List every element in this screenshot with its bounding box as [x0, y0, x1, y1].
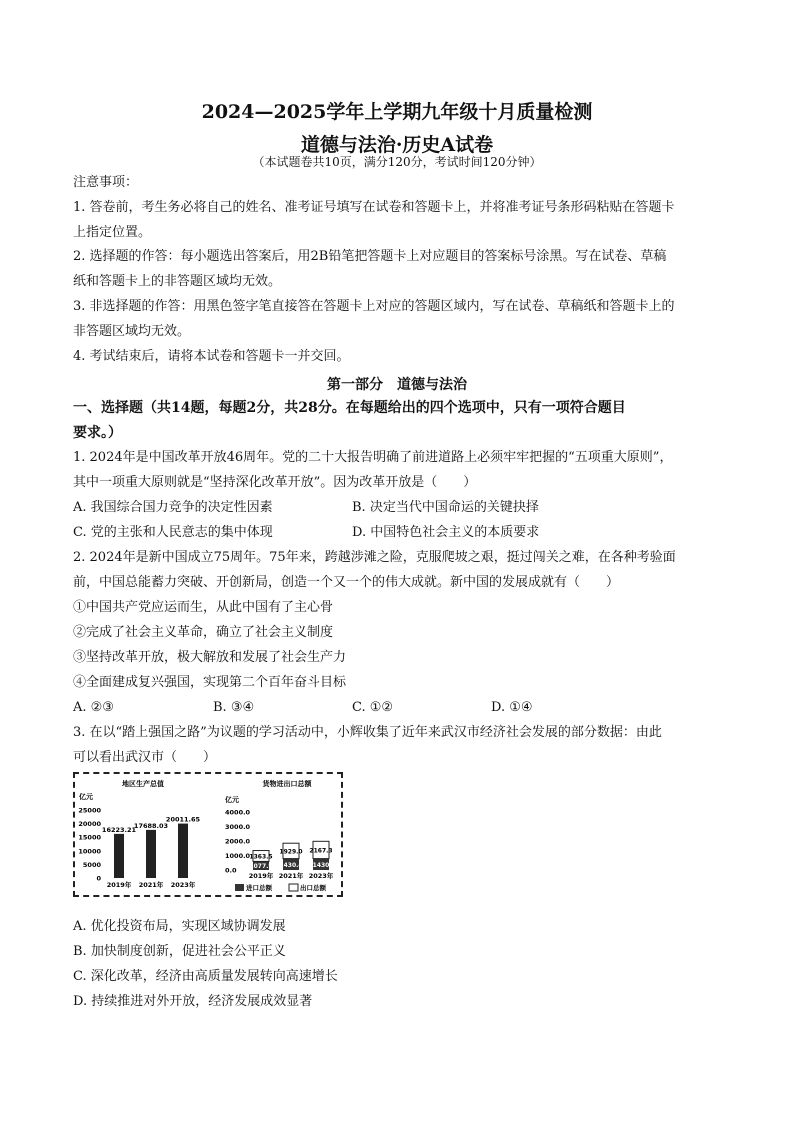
bar-value-label: 2167.3	[309, 847, 333, 855]
bar-value-label: 20011.65	[165, 815, 201, 824]
y-tick-label: 0	[96, 874, 101, 883]
x-tick-label: 2019年	[248, 872, 274, 880]
y-tick-label: 0.0	[225, 866, 237, 875]
gdp-chart	[78, 779, 200, 889]
instruction-line: 1. 答卷前，考生务必将自己的姓名、准考证号填写在试卷和答题卡上，并将准考证号条形码粘贴在答题卡	[73, 200, 675, 215]
x-tick-label: 2019年	[106, 881, 132, 889]
q1-option-c: C. 党的主张和人民意志的集中体现	[73, 525, 273, 540]
q2-item: ③坚持改革开放，极大解放和发展了社会生产力	[73, 650, 347, 665]
q3-stem-cont: 可以看出武汉市（ ）	[73, 750, 217, 765]
q2-option-b: B. ③④	[213, 700, 255, 715]
y-tick-label: 20000	[78, 820, 101, 829]
part-heading-cont: 要求。）	[73, 425, 122, 441]
bar-value-label: 1363.5	[249, 853, 273, 861]
y-ticks	[225, 809, 251, 875]
x-tick-label: 2023年	[308, 872, 334, 880]
bar-value-label: 1929.0	[279, 848, 303, 856]
bars	[102, 816, 201, 878]
instruction-line: 纸和答题卡上的非答题区域均无效。	[73, 274, 282, 289]
q1-stem-cont: 其中一项重大原则就是“坚持深化改革开放”。因为改革开放是（ ）	[73, 475, 477, 490]
y-ticks	[78, 807, 101, 883]
q2-option-a: A. ②③	[73, 700, 114, 715]
q2-option-c: C. ①②	[352, 700, 394, 715]
chart-title: 货物进出口总额	[262, 780, 312, 788]
instructions-heading: 注意事项：	[73, 175, 139, 190]
bar-value-label: 1077.9	[249, 863, 273, 871]
exam-title: 2024—2025学年上学期九年级十月质量检测	[201, 101, 593, 123]
q2-option-d: D. ①④	[491, 700, 533, 715]
part-heading: 一、选择题（共14题，每题2分，共28分。在每题给出的四个选项中，只有一项符合题目	[73, 400, 626, 416]
y-tick-label: 2000.0	[225, 837, 251, 846]
bars	[249, 841, 332, 870]
legend-label: 进口总额	[246, 884, 272, 892]
q2-item: ①中国共产党应运而生，从此中国有了主心骨	[73, 600, 334, 615]
legend-swatch	[289, 884, 298, 891]
section-title: 第一部分 道德与法治	[327, 377, 467, 393]
y-tick-label: 10000	[78, 847, 101, 856]
instruction-line: 非答题区域均无效。	[73, 324, 191, 339]
x-tick-label: 2021年	[278, 872, 304, 880]
y-tick-label: 15000	[78, 833, 101, 842]
q2-item: ④全面建成复兴强国，实现第二个百年奋斗目标	[73, 675, 347, 690]
bar	[178, 824, 188, 878]
bar	[114, 834, 124, 878]
instruction-line: 上指定位置。	[73, 225, 152, 240]
q3-charts	[75, 774, 341, 895]
q3-option-b: B. 加快制度创新，促进社会公平正义	[73, 944, 286, 959]
q3-chart-frame	[73, 772, 343, 897]
y-tick-label: 25000	[78, 806, 101, 815]
x-ticks	[107, 880, 196, 889]
q1-stem: 1. 2024年是中国改革开放46周年。党的二十大报告明确了前进道路上必须牢牢把握的“五项重大原则”，	[73, 450, 673, 465]
exam-subtitle: 道德与法治·历史A试卷	[300, 134, 494, 156]
instruction-line: 2. 选择题的作答：每小题选出答案后，用2B铅笔把答题卡上对应题目的答案标号涂黑。写在试卷、草稿	[73, 249, 667, 264]
y-tick-label: 5000	[82, 860, 101, 869]
exam-info: （本试题卷共10页，满分120分，考试时间120分钟）	[252, 155, 542, 169]
x-ticks	[249, 871, 334, 880]
y-axis-label: 亿元	[79, 793, 93, 801]
x-tick-label: 2021年	[138, 881, 164, 889]
y-tick-label: 3000.0	[225, 823, 251, 831]
q3-option-d: D. 持续推进对外开放，经济发展成效显著	[73, 994, 313, 1009]
bar-value-label: 16223.21	[101, 825, 137, 834]
y-axis-label: 亿元	[225, 796, 239, 804]
bar-value-label: 1430.4	[279, 861, 303, 869]
q3-option-c: C. 深化改革，经济由高质量发展转向高速增长	[73, 969, 338, 984]
q1-option-d: D. 中国特色社会主义的本质要求	[352, 525, 540, 540]
bar	[146, 830, 156, 878]
legend-swatch	[235, 884, 244, 891]
q3-option-a: A. 优化投资布局，实现区域协调发展	[73, 919, 286, 934]
legend-label: 出口总额	[300, 884, 326, 892]
bar-value-label: 17688.03	[133, 821, 169, 830]
q3-stem: 3. 在以“踏上强国之路”为议题的学习活动中，小辉收集了近年来武汉市经济社会发展的部分数据：由此	[73, 725, 662, 740]
y-tick-label: 1000.0	[225, 852, 251, 860]
legend	[235, 883, 327, 892]
q1-option-b: B. 决定当代中国命运的关键抉择	[352, 500, 539, 515]
x-tick-label: 2023年	[170, 881, 196, 889]
bar-value-label: 1430	[312, 861, 330, 869]
q2-stem: 2. 2024年是新中国成立75周年。75年来，跨越涉滩之险，克服爬坡之艰，挺过闯关之难，在各种考验面	[73, 550, 676, 565]
instruction-line: 3. 非选择题的作答：用黑色签字笔直接答在答题卡上对应的答题区域内，写在试卷、草稿纸和答题卡上的	[73, 299, 675, 314]
chart-title: 地区生产总值	[122, 780, 164, 788]
y-tick-label: 4000.0	[225, 808, 251, 817]
q2-item: ②完成了社会主义革命，确立了社会主义制度	[73, 625, 334, 640]
trade-chart	[225, 779, 334, 892]
q2-stem-cont: 前，中国总能蓄力突破、开创新局，创造一个又一个的伟大成就。新中国的发展成就有（ ）	[73, 575, 620, 590]
instruction-line: 4. 考试结束后，请将本试卷和答题卡一并交回。	[73, 349, 350, 364]
q1-option-a: A. 我国综合国力竞争的决定性因素	[73, 500, 273, 515]
